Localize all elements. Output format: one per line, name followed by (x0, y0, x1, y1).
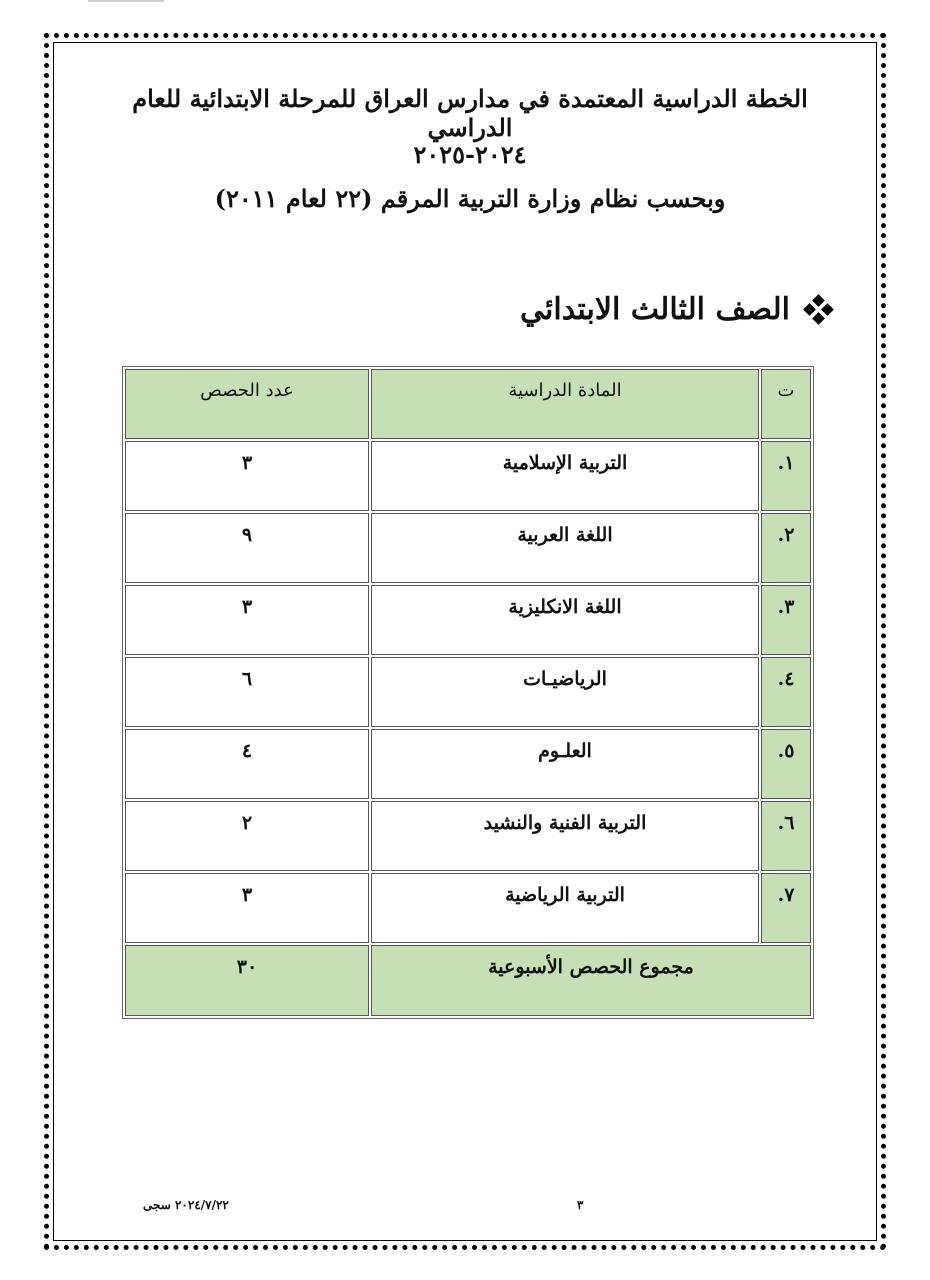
row-num: ٣. (761, 585, 811, 655)
row-count: ٢ (125, 801, 369, 871)
header-count: عدد الحصص (125, 369, 369, 439)
row-subject: اللغة العربية (371, 513, 759, 583)
table-row (125, 657, 811, 727)
row-subject: اللغة الانكليزية (371, 585, 759, 655)
four-diamond-icon (804, 295, 834, 325)
row-num: ٤. (761, 657, 811, 727)
row-subject: التربية الرياضية (371, 873, 759, 943)
header-num: ت (761, 369, 811, 439)
table-row (125, 801, 811, 871)
row-count: ٣ (125, 441, 369, 511)
row-subject: التربية الفنية والنشيد (371, 801, 759, 871)
page-number: ٣ (577, 1198, 584, 1212)
row-count: ٣ (125, 873, 369, 943)
table-row (125, 441, 811, 511)
title-line-3: وبحسب نظام وزارة التربية المرقم (٢٢ لعام ٢٠١١) (214, 184, 726, 213)
row-num: ٥. (761, 729, 811, 799)
footer-author-date: ٢٠٢٤/٧/٢٢ سجى (143, 1198, 229, 1212)
row-num: ٢. (761, 513, 811, 583)
row-subject: العلـوم (371, 729, 759, 799)
table-row (125, 513, 811, 583)
row-count: ٣ (125, 585, 369, 655)
row-subject: التربية الإسلامية (371, 441, 759, 511)
study-plan-table (122, 366, 814, 1019)
table-header-row (125, 369, 811, 439)
row-num: ١. (761, 441, 811, 511)
title-line-2: ٢٠٢٤-٢٠٢٥ (413, 140, 527, 169)
header-subject: المادة الدراسية (371, 369, 759, 439)
table-row (125, 873, 811, 943)
table-total-row (125, 945, 811, 1016)
row-subject: الرياضيـات (371, 657, 759, 727)
row-count: ٩ (125, 513, 369, 583)
total-label: مجموع الحصص الأسبوعية (371, 945, 811, 1016)
row-count: ٦ (125, 657, 369, 727)
section-heading (520, 292, 834, 327)
table-row (125, 729, 811, 799)
total-value: ٣٠ (125, 945, 369, 1016)
grade-title: الصف الثالث الابتدائي (520, 292, 790, 327)
row-count: ٤ (125, 729, 369, 799)
row-num: ٦. (761, 801, 811, 871)
table-row (125, 585, 811, 655)
top-edge-tab (88, 0, 164, 2)
title-line-1: الخطة الدراسية المعتمدة في مدارس العراق للمرحلة الابتدائية للعام الدراسي (132, 84, 808, 142)
row-num: ٧. (761, 873, 811, 943)
